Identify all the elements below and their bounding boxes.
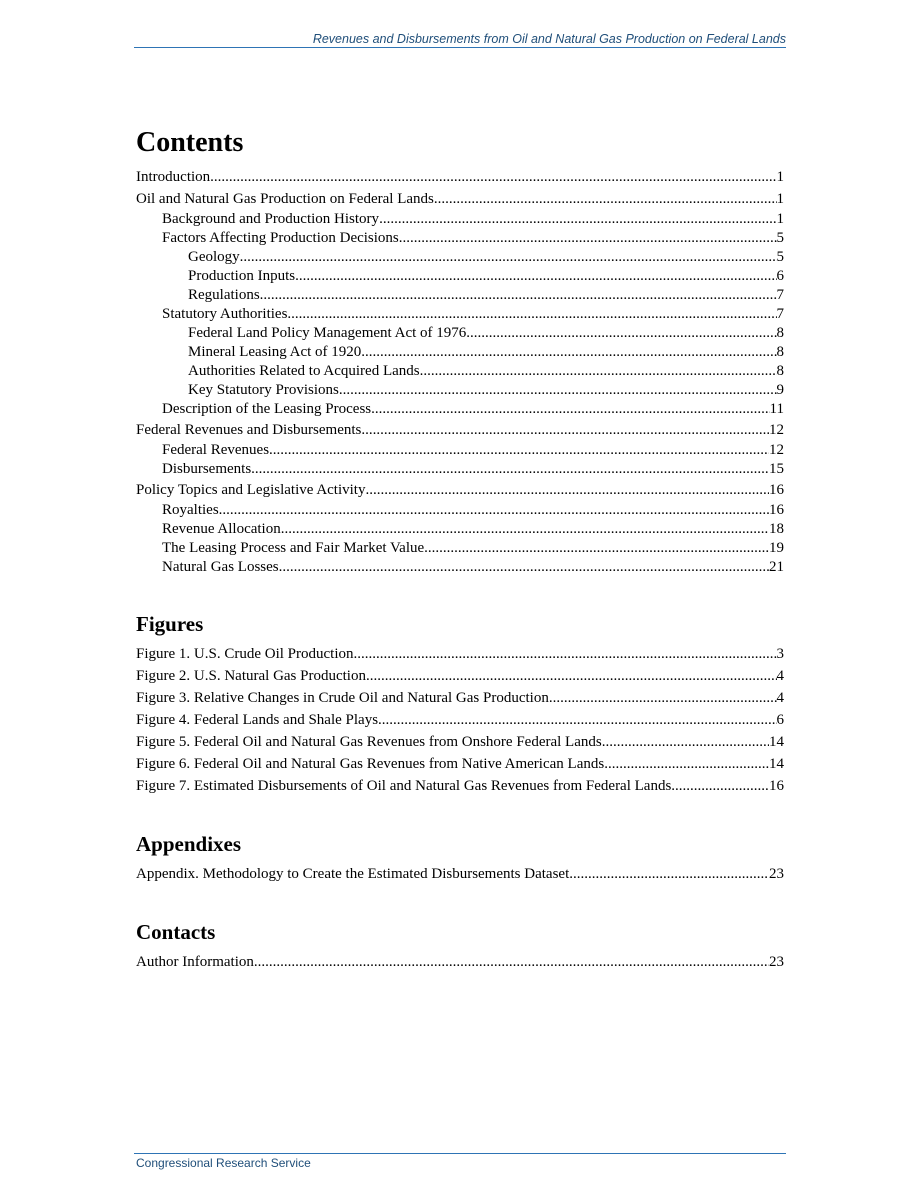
- page-number: 5: [776, 249, 784, 265]
- page-number: 8: [776, 363, 784, 379]
- entry-title: Introduction: [136, 169, 211, 185]
- entry-title: Federal Land Policy Management Act of 1976: [188, 325, 467, 341]
- page-number: 7: [776, 306, 784, 322]
- dot-leader: [371, 400, 769, 419]
- entry-title: Royalties: [162, 502, 219, 518]
- footer-rule: [134, 1153, 786, 1154]
- entry-title: The Leasing Process and Fair Market Value: [162, 540, 425, 556]
- figures-entry[interactable]: [136, 665, 784, 687]
- dot-leader: [366, 665, 777, 687]
- contents-entry[interactable]: [136, 324, 784, 343]
- dot-leader: [279, 558, 769, 577]
- contents-entry[interactable]: [136, 460, 784, 479]
- dot-leader: [434, 188, 777, 210]
- dot-leader: [254, 951, 769, 973]
- page-number: 1: [776, 191, 784, 207]
- page-number: 21: [769, 559, 784, 575]
- contents-entry[interactable]: [136, 267, 784, 286]
- page-number: 19: [769, 540, 784, 556]
- contents-list: [136, 166, 784, 577]
- appendixes-heading: Appendixes: [136, 832, 242, 856]
- entry-title: Authorities Related to Acquired Lands: [188, 363, 420, 379]
- dot-leader: [339, 381, 777, 400]
- page-number: 16: [769, 778, 784, 794]
- entry-title: Figure 3. Relative Changes in Crude Oil and Natural Gas Production: [136, 690, 549, 706]
- entry-title: Federal Revenues: [162, 442, 270, 458]
- dot-leader: [281, 520, 769, 539]
- page-number: 9: [776, 382, 784, 398]
- contents-entry[interactable]: [136, 400, 784, 419]
- dot-leader: [602, 731, 769, 753]
- contacts-heading: Contacts: [136, 920, 216, 944]
- page-number: 12: [769, 442, 784, 458]
- entry-title: Mineral Leasing Act of 1920: [188, 344, 362, 360]
- dot-leader: [251, 460, 769, 479]
- figures-heading: Figures: [136, 612, 204, 636]
- page-number: 16: [769, 502, 784, 518]
- page-number: 15: [769, 461, 784, 477]
- dot-leader: [219, 501, 769, 520]
- entry-title: Federal Revenues and Disbursements: [136, 422, 362, 438]
- entry-title: Geology: [188, 249, 240, 265]
- dot-leader: [671, 775, 769, 797]
- contents-entry[interactable]: [136, 501, 784, 520]
- figures-entry[interactable]: [136, 753, 784, 775]
- contents-entry[interactable]: [136, 381, 784, 400]
- entry-title: Disbursements: [162, 461, 252, 477]
- page-number: 6: [776, 268, 784, 284]
- dot-leader: [260, 286, 777, 305]
- page-number: 14: [769, 756, 784, 772]
- figures-entry[interactable]: [136, 643, 784, 665]
- dot-leader: [269, 441, 769, 460]
- dot-leader: [424, 539, 769, 558]
- dot-leader: [240, 248, 777, 267]
- contents-heading: Contents: [136, 127, 244, 158]
- page-number: 12: [769, 422, 784, 438]
- figures-list: [136, 643, 784, 797]
- entry-title: Figure 2. U.S. Natural Gas Production: [136, 668, 366, 684]
- contents-entry[interactable]: [136, 539, 784, 558]
- page-number: 4: [776, 668, 784, 684]
- page-number: 16: [769, 482, 784, 498]
- contents-entry[interactable]: [136, 229, 784, 248]
- entry-title: Factors Affecting Production Decisions: [162, 230, 399, 246]
- page-number: 23: [769, 954, 784, 970]
- entry-title: Revenue Allocation: [162, 521, 281, 537]
- contacts-entry[interactable]: [136, 951, 784, 973]
- figures-entry[interactable]: [136, 709, 784, 731]
- entry-title: Description of the Leasing Process: [162, 401, 372, 417]
- dot-leader: [399, 229, 777, 248]
- entry-title: Natural Gas Losses: [162, 559, 279, 575]
- dot-leader: [365, 479, 769, 501]
- page-number: 8: [776, 344, 784, 360]
- contents-entry[interactable]: [136, 362, 784, 381]
- page-number: 3: [776, 646, 784, 662]
- contents-entry[interactable]: [136, 305, 784, 324]
- appendixes-entry[interactable]: [136, 863, 784, 885]
- page-number: 23: [769, 866, 784, 882]
- page-number: 6: [776, 712, 784, 728]
- entry-title: Figure 5. Federal Oil and Natural Gas Revenues from Onshore Federal Lands: [136, 734, 602, 750]
- entry-title: Statutory Authorities: [162, 306, 288, 322]
- contents-entry[interactable]: [136, 558, 784, 577]
- footer-text: Congressional Research Service: [136, 1156, 311, 1170]
- appendixes-list: [136, 863, 784, 885]
- header-rule: [134, 47, 786, 48]
- entry-title: Appendix. Methodology to Create the Estimated Disbursements Dataset: [136, 866, 570, 882]
- page-number: 1: [776, 169, 784, 185]
- page-number: 18: [769, 521, 784, 537]
- running-header: Revenues and Disbursements from Oil and Natural Gas Production on Federal Lands: [312, 32, 786, 46]
- dot-leader: [361, 419, 769, 441]
- document-body: [136, 124, 784, 973]
- entry-title: Figure 6. Federal Oil and Natural Gas Revenues from Native American Lands: [136, 756, 605, 772]
- figures-entry[interactable]: [136, 687, 784, 709]
- contents-entry[interactable]: [136, 343, 784, 362]
- page-number: 7: [776, 287, 784, 303]
- dot-leader: [604, 753, 769, 775]
- entry-title: Author Information: [136, 954, 254, 970]
- dot-leader: [569, 863, 769, 885]
- contacts-list: [136, 951, 784, 973]
- contents-entry[interactable]: [136, 286, 784, 305]
- dot-leader: [354, 643, 777, 665]
- contents-entry[interactable]: [136, 248, 784, 267]
- contents-entry[interactable]: [136, 166, 784, 188]
- page-number: 4: [776, 690, 784, 706]
- figures-entry[interactable]: [136, 775, 784, 797]
- entry-title: Policy Topics and Legislative Activity: [136, 482, 366, 498]
- entry-title: Production Inputs: [188, 268, 296, 284]
- entry-title: Key Statutory Provisions: [188, 382, 339, 398]
- dot-leader: [379, 210, 776, 229]
- dot-leader: [287, 305, 776, 324]
- contents-entry[interactable]: [136, 210, 784, 229]
- page-number: 14: [769, 734, 784, 750]
- entry-title: Oil and Natural Gas Production on Federal Lands: [136, 191, 434, 207]
- contents-entry[interactable]: [136, 188, 784, 210]
- entry-title: Figure 4. Federal Lands and Shale Plays: [136, 712, 379, 728]
- page-number: 8: [776, 325, 784, 341]
- dot-leader: [549, 687, 777, 709]
- entry-title: Figure 1. U.S. Crude Oil Production: [136, 646, 354, 662]
- contents-entry[interactable]: [136, 520, 784, 539]
- entry-title: Background and Production History: [162, 211, 380, 227]
- dot-leader: [210, 166, 776, 188]
- page-number: 5: [776, 230, 784, 246]
- dot-leader: [378, 709, 776, 731]
- dot-leader: [420, 362, 777, 381]
- dot-leader: [361, 343, 776, 362]
- page-number: 11: [769, 401, 784, 417]
- entry-title: Figure 7. Estimated Disbursements of Oil and Natural Gas Revenues from Federal Lands: [136, 778, 672, 794]
- figures-entry[interactable]: [136, 731, 784, 753]
- contents-entry[interactable]: [136, 441, 784, 460]
- contents-entry[interactable]: [136, 419, 784, 441]
- entry-title: Regulations: [188, 287, 260, 303]
- contents-entry[interactable]: [136, 479, 784, 501]
- dot-leader: [295, 267, 776, 286]
- dot-leader: [466, 324, 776, 343]
- page-number: 1: [776, 211, 784, 227]
